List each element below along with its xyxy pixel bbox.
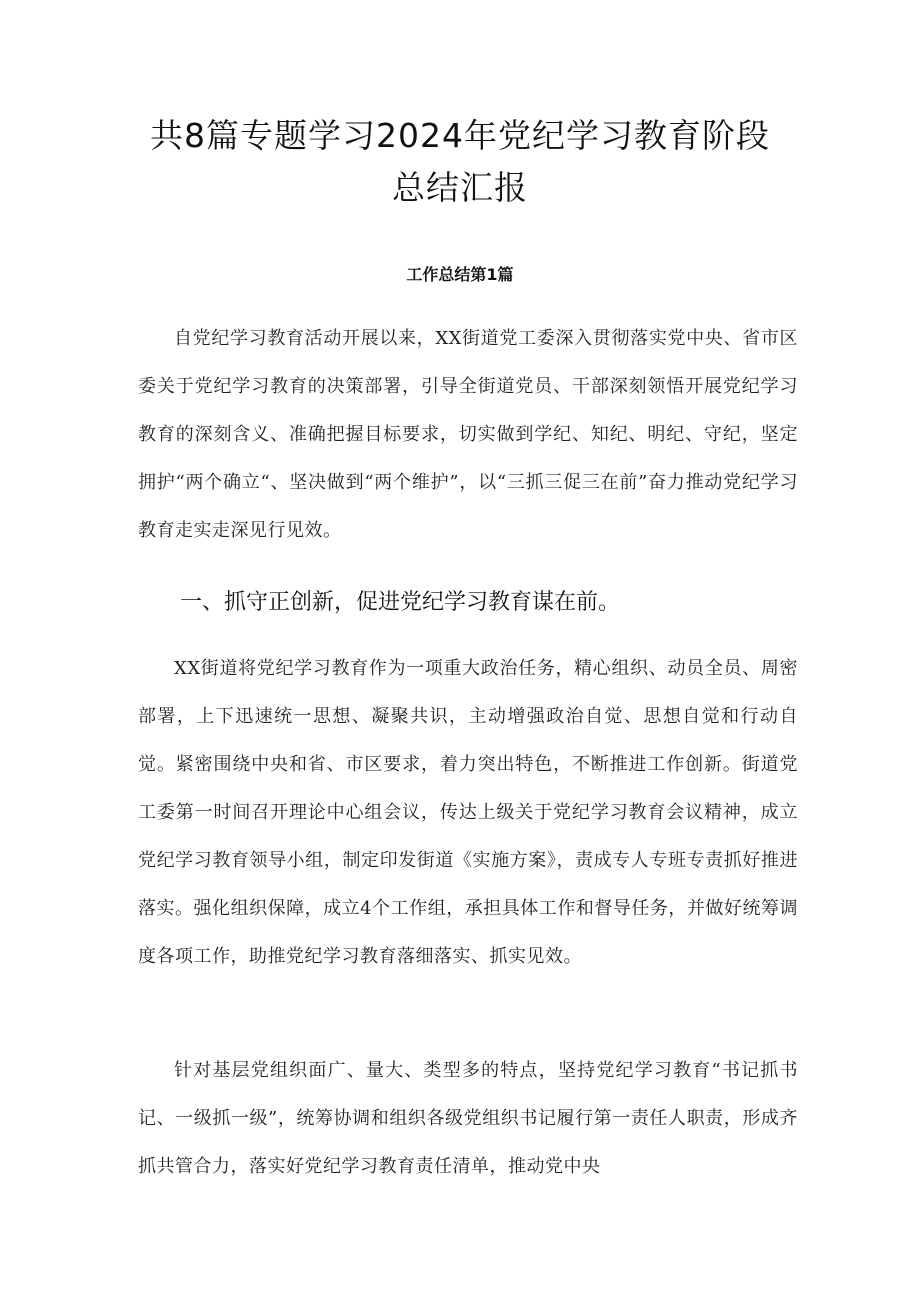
paragraph-intro: 自党纪学习教育活动开展以来，XX街道党工委深入贯彻落实党中央、省市区委关于党纪学习教育的决策部署，引导全街道党员、干部深刻领悟开展党纪学习教育的深刻含义、准确把握目标要求，切实做到学纪、知纪、明纪、守纪，坚定拥护“两个确立“、坚决做到“两个维护”，以“三抓三促三在前”奋力推动党纪学习教育走实走深见行见效。 [138,328,798,541]
document-title-line-1: 共8篇专题学习2024年党纪学习教育阶段 [150,116,770,155]
section-heading-1: 一、抓守正创新，促进党纪学习教育谋在前。 [180,590,621,615]
section-subtitle: 工作总结第1篇 [406,265,514,284]
paragraph-body-2: 针对基层党组织面广、量大、类型多的特点，坚持党纪学习教育“书记抓书记、一级抓一级”，统筹协调和组织各级党组织书记履行第一责任人职责，形成齐抓共管合力，落实好党纪学习教育责任清单，推动党中央 [138,1060,798,1177]
document-title-line-2: 总结汇报 [392,168,528,207]
paragraph-body-1: XX街道将党纪学习教育作为一项重大政治任务，精心组织、动员全员、周密部署，上下迅速统一思想、凝聚共识，主动增强政治自觉、思想自觉和行动自觉。紧密围绕中央和省、市区要求，着力突出特色，不断推进工作创新。街道党工委第一时间召开理论中心组会议，传达上级关于党纪学习教育会议精神，成立党纪学习教育领导小组，制定印发街道《实施方案》，责成专人专班专责抓好推进落实。强化组织保障，成立4个工作组，承担具体工作和督导任务，并做好统筹调度各项工作，助推党纪学习教育落细落实、抓实见效。 [138,658,798,967]
